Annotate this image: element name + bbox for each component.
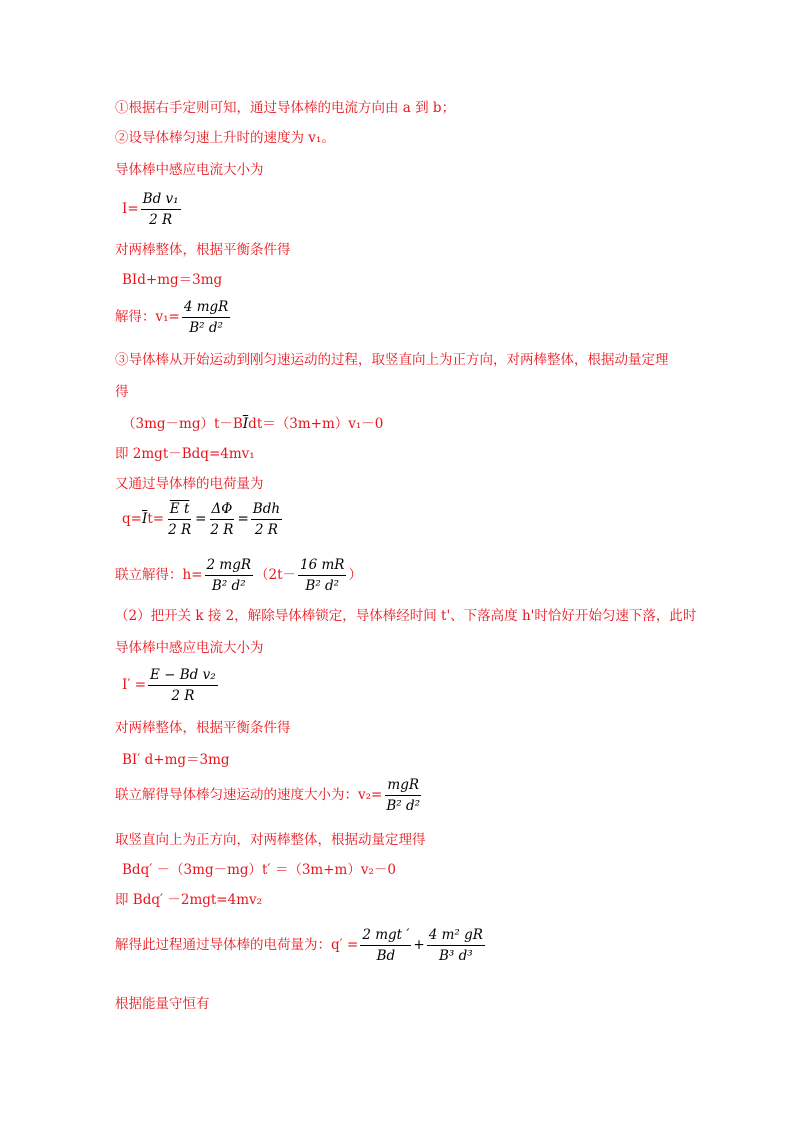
formula-current-2: I′ = $\frac{\text{E − Bd v₂}}{2 R}$ [122, 667, 216, 704]
fraction: $\frac{\text{E − Bd v₂}}{2 R}$ [150, 667, 216, 704]
formula-v2: 联立解得导体棒匀速运动的速度大小为：v₂= $\frac{\text{mgR}}{\text{B² d²}}$ [115, 777, 421, 814]
fraction: $\frac{\text{4 mgR}}{\text{B² d²}}$ [183, 299, 229, 336]
equation-balance-2: BI′ d+mg＝3mg [122, 752, 230, 768]
formula-charge-2: 解得此过程通过导体棒的电荷量为：q′ = $\frac{\text{2 mgt ′}}{Bd}$ + $\frac{\text{4 m² gR}}{\text{B³ d³}}$ [115, 927, 483, 964]
text-line-8: ③导体棒从开始运动到刚匀速运动的过程，取竖直向上为正方向，对两棒整体，根据动量定理 [115, 352, 669, 368]
text-line-18: 对两棒整体，根据平衡条件得 [115, 720, 291, 736]
text-line-15: （2）把开关 k 接 2，解除导体棒锁定，导体棒经时间 t'、下落高度 h'时恰好开始匀速下落，此时 [115, 608, 697, 624]
formula-h: 联立解得：h= $\frac{\text{2 mgR}}{\text{B² d²}}$ （2t－ $\frac{16 mR}{\text{B² d²}}$ ） [115, 557, 362, 594]
text-line-23: 即 Bdq′ －2mgt=4mv₂ [115, 892, 263, 908]
text-line-9: 得 [115, 384, 129, 400]
text-line-21: 取竖直向上为正方向，对两棒整体，根据动量定理得 [115, 832, 426, 848]
fraction: $\frac{\text{mgR}}{\text{B² d²}}$ [386, 777, 421, 814]
fraction: $\frac{\Delta\Phi}{2 R}$ [210, 501, 234, 538]
formula-charge: $q=\overline{I}t=$ $\frac{\text{E t}}{2 R}$ = $\frac{\Delta\Phi}{2 R}$ = $\frac{\text{Bdh}}{2 R}$ [122, 501, 281, 538]
fraction: $\frac{\text{E t}}{2 R}$ [168, 501, 192, 538]
fraction: $\frac{\text{2 mgt ′}}{Bd}$ [362, 927, 410, 964]
text-line-2: ②设导体棒匀速上升时的速度为 v₁。 [115, 130, 335, 146]
text-line-16: 导体棒中感应电流大小为 [115, 640, 264, 656]
fraction: $\frac{\text{Bdh}}{2 R}$ [252, 501, 281, 538]
equation-momentum-2: Bdq′ －（3mg－mg）t′ ＝（3m+m）v₂－0 [122, 862, 396, 878]
text-line-3: 导体棒中感应电流大小为 [115, 162, 264, 178]
text-line-1: ①根据右手定则可知，通过导体棒的电流方向由 a 到 b； [115, 100, 456, 116]
fraction: $\frac{\text{4 m² gR}}{\text{B³ d³}}$ [428, 927, 483, 964]
formula-v1: 解得：v₁= $\frac{\text{4 mgR}}{\text{B² d²}}$ [115, 299, 229, 336]
formula-current: I= $\frac{\text{Bd v₁}}{2 R}$ [122, 191, 179, 228]
fraction: $\frac{16 mR}{\text{B² d²}}$ [300, 557, 345, 594]
equation-momentum: $(3mg-mg)t-B\overline{I}dt=(3m+m)v_1-0$ [122, 416, 384, 432]
fraction: $\frac{\text{2 mgR}}{\text{B² d²}}$ [206, 557, 252, 594]
text-line-11: 即 2mgt－Bdq=4mv₁ [115, 446, 255, 462]
text-line-12: 又通过导体棒的电荷量为 [115, 476, 264, 492]
equation-balance: BId+mg＝3mg [122, 272, 223, 288]
text-line-25: 根据能量守恒有 [115, 996, 210, 1012]
text-line-5: 对两棒整体，根据平衡条件得 [115, 242, 291, 258]
fraction: $\frac{\text{Bd v₁}}{2 R}$ [142, 191, 179, 228]
